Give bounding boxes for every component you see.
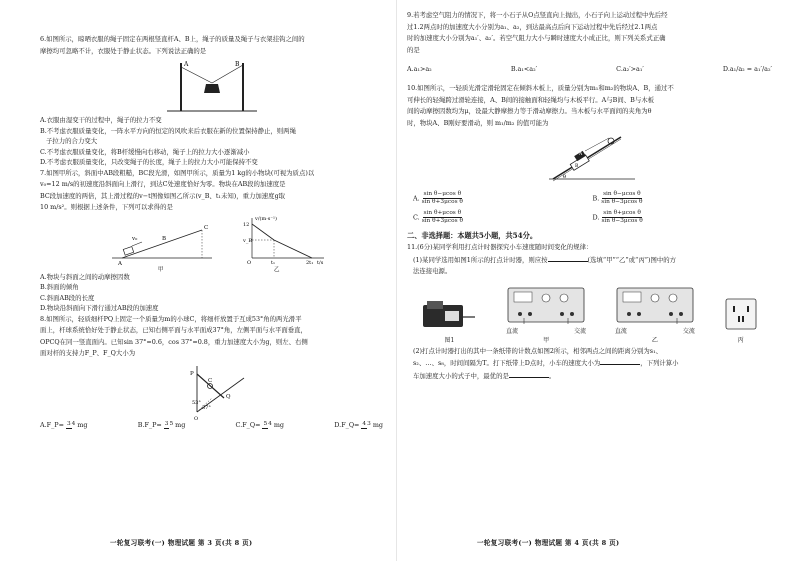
q8-fig-p: P — [189, 370, 194, 377]
q6-option-c[interactable]: C.不考虑衣服质量变化，将B杆缓慢向右移动，绳子上的拉力大小逐渐减小 — [40, 147, 250, 156]
q7-fig-a: A — [117, 260, 122, 267]
q6-options — [40, 115, 383, 168]
q11-part2-line-2: s₂、…、s₈，时间间隔为T。打下纸带上D点时，小车的速度大小为 ，下列计算小 — [413, 359, 679, 367]
q7-fig-t-axis: t/s — [316, 259, 323, 266]
q11-yi-labels — [615, 326, 695, 335]
q8-stem-line-3: OPCQ在同一竖直面内。已知sin 37°=0.6，cos 37°=0.8，重力加速度大小为g，则左、右侧 — [40, 337, 308, 346]
q9-stem-line-1: 9.若考虑空气阻力的情况下，将一小石子从O点竖直向上抛出，小石子向上运动过程中先后经 — [407, 11, 668, 19]
q7-stem-line-3: BC段加速度的两倍，其上滑过程的v−t图像如图乙所示(v_B、t₁未知)，重力加速度g取 — [40, 191, 286, 200]
q10-options — [413, 191, 772, 225]
q7-fig-o: O — [246, 259, 251, 266]
q8-option-a[interactable]: A.F_P= 34 mg — [40, 420, 88, 429]
q10-stem-line-3: 间的动摩擦因数均为μ，设最大静摩擦力等于滑动摩擦力。当木板与水平面间的夹角为θ — [407, 107, 652, 115]
q10-stem-line-4: 时，物块A、B刚好要滑动，则 m₁/m₂ 的值可能为 — [407, 118, 549, 127]
q10-option-c[interactable]: C. $\frac{\text{sin θ+μcos θ}}{\text{sin θ+3μcos θ}}$ — [413, 210, 463, 224]
q7-fig-2t1: 2t₁ — [305, 259, 313, 266]
q6-fig-label-a: A — [183, 61, 188, 68]
q10-fig-theta: θ — [562, 174, 566, 180]
q8-fig-37: 37° — [201, 404, 211, 411]
q9-option-b[interactable]: B.a₁<a₂′ — [510, 65, 538, 73]
q7-incline-figure — [112, 225, 212, 272]
page-3-footer: 一轮复习联考(一) 物理试题 第 3 页(共 8 页) — [110, 539, 253, 547]
q11-part1: (1)某同学选用如图1所示的打点计时器，则应按 (选填“甲”“乙”或“丙”)图中的方 — [413, 255, 677, 264]
q8-option-c[interactable]: C.F_Q= 54 mg — [235, 420, 285, 429]
q11-part1-cont: 法连接电源。 — [413, 267, 452, 275]
q7-fig-12: 12 — [242, 221, 249, 228]
q11-intro: 11.(6分)某同学利用打点计时器探究小车速度随时间变化的规律： — [407, 243, 593, 251]
q7-fig-vb: v_B — [242, 237, 252, 244]
q9-stem — [407, 10, 772, 56]
q6-stem — [40, 34, 383, 57]
q7-vt-graph — [242, 215, 324, 272]
q7-fig-yi: 乙 — [273, 266, 280, 272]
dc-label: 直流 — [614, 327, 627, 335]
q11-jia-label: 甲 — [543, 336, 550, 344]
q7-option-d[interactable]: D.物块沿斜面向下滑行通过AB段的加速度 — [40, 304, 159, 312]
q6-option-b[interactable]: B.不考虑衣服质量变化，一阵水平方向的恒定的风吹来后衣服在新的位置保持静止，则两绳 — [40, 126, 296, 135]
q7-fig-v0: v₀ — [131, 235, 137, 242]
page-4-footer: 一轮复习联考(一) 物理试题 第 4 页(共 8 页) — [477, 539, 620, 547]
q8-stem-line-1: 8.如图所示，轻质细杆PQ上固定一个质量为m的小球C，将细杆放置于互成53°角的两光滑平 — [40, 314, 302, 323]
q7-fig-v-axis: v/(m·s⁻¹) — [254, 215, 277, 222]
section-2-heading: 二、非选择题：本题共5小题，共54分。 — [407, 231, 538, 240]
q11-part2 — [407, 346, 772, 383]
q9-stem-line-2: 过1.2两点时的加速度大小分别为a₁、a₂，到达最高点后向下运动过程中先后经过2.1两点 — [407, 22, 658, 31]
q7-figures — [62, 214, 362, 272]
q7-stem-line-1: 7.如图甲所示，斜面中AB段粗糙，BC段光滑，如图甲所示，质量为1 kg的小物块(可视为质点)以 — [40, 168, 315, 177]
q9-options — [407, 64, 772, 75]
q8-option-d[interactable]: D.F_Q= 43 mg — [334, 420, 383, 429]
q8-options — [40, 420, 383, 431]
q10-fig-a: A — [578, 152, 582, 157]
q6-option-b-cont: 子拉力的合力变大 — [46, 137, 98, 145]
q10-option-d[interactable]: D. $\frac{\text{sin θ+μcos θ}}{\text{sin θ−3μcos θ}}$ — [592, 210, 643, 224]
q8-fig-q: Q — [225, 393, 231, 400]
q6-stem-line-2: 摩擦均可忽略不计，衣服处于静止状态。下列说法正确的是 — [40, 46, 207, 55]
power-supply-icon — [615, 284, 695, 324]
q11-devices — [407, 284, 772, 344]
q10-fig-b: B — [574, 164, 578, 169]
q8-fig-o: O — [193, 415, 198, 422]
q8-stem-line-2: 面上，杆球系统恰好处于静止状态，已知右侧平面与水平面成37°角，左侧平面与水平面垂直， — [40, 326, 307, 334]
q6-option-a[interactable]: A.衣服由湿变干的过程中，绳子的拉力不变 — [40, 116, 162, 124]
ac-label: 交流 — [682, 327, 695, 335]
q9-stem-line-4: 的是 — [407, 45, 420, 54]
q11-fig1-label: 图1 — [444, 336, 455, 344]
q8-stem — [40, 314, 383, 360]
q7-stem-line-4: 10 m/s²。则根据上述条件，下列可以求得的是 — [40, 203, 173, 211]
spark-timer-icon — [421, 297, 477, 333]
q10-stem-line-1: 10.如图所示，一轻质光滑定滑轮固定在倾斜木板上，质量分别为m₁和m₂的物块A、B，通过不 — [407, 84, 674, 92]
q11-part2-line-1: (2)打点计时器打出的其中一条纸带的计数点如图2所示，相邻两点之间的距离分别为s₁、 — [413, 346, 663, 355]
page-4 — [397, 0, 794, 561]
q6-clothesline-figure — [157, 57, 267, 115]
q7-option-c[interactable]: C.斜面AB段的长度 — [40, 293, 95, 302]
q8-stem-line-4: 面对杆的支持力F_P、F_Q大小为 — [40, 349, 136, 357]
power-supply-icon — [506, 284, 586, 324]
q7-options — [40, 272, 383, 314]
q9-option-c[interactable]: C.a₂′>a₁′ — [616, 65, 644, 73]
wall-outlet-icon — [724, 297, 758, 333]
q8-fig-c: C — [207, 377, 212, 384]
q7-fig-t1: t₁ — [270, 259, 275, 266]
q9-option-d[interactable]: D.a₁/a₂ = a₁′/a₂′ — [722, 65, 772, 73]
q7-option-a[interactable]: A.物块与斜面之间的动摩擦因数 — [40, 272, 130, 281]
q11-part2-blank-1[interactable] — [600, 357, 640, 365]
q8-option-b[interactable]: B.F_P= 35 mg — [137, 420, 186, 429]
q11-yi-label: 乙 — [651, 336, 658, 344]
q6-fig-label-b: B — [234, 61, 239, 68]
q7-fig-b: B — [161, 235, 166, 242]
q10-stem-line-2: 可伸长的轻绳跨过滑轮连接，A、B间的接触面和轻绳均与木板平行。A与B间、B与木板 — [407, 95, 654, 104]
q11-jia-labels — [506, 326, 586, 335]
q10-option-b[interactable]: B. $\frac{\text{sin θ−μcos θ}}{\text{sin θ−3μcos θ}}$ — [592, 191, 643, 205]
q8-fig-53: 53° — [191, 399, 201, 406]
q11-power-yi — [615, 284, 695, 344]
q11-fig1 — [421, 297, 477, 344]
q10-option-a[interactable]: A. $\frac{\text{sin θ−μcos θ}}{\text{sin θ+3μcos θ}}$ — [413, 191, 463, 205]
q7-fig-jia: 甲 — [157, 266, 164, 272]
ac-label: 交流 — [574, 327, 587, 335]
q7-fig-c: C — [203, 224, 208, 231]
q9-option-a[interactable]: A.a₁>a₂ — [407, 65, 432, 73]
q8-rod-figure — [152, 360, 272, 422]
q11-bing-label: 丙 — [737, 336, 744, 344]
q6-stem-line-1: 6.如图所示，晾晒衣服的绳子固定在两根竖直杆A、B上，绳子的质量及绳子与衣架挂钩之间的 — [40, 35, 305, 43]
q11-part2-line-3: 车加速度大小的式子中，最优的是 。 — [413, 371, 556, 380]
q11-power-jia — [506, 284, 586, 344]
q10-incline-figure — [535, 129, 645, 185]
q7-option-b[interactable]: B.斜面的倾角 — [40, 283, 79, 291]
dc-label: 直流 — [506, 327, 519, 335]
q11-part1-blank[interactable] — [548, 254, 588, 262]
q6-option-d[interactable]: D.不考虑衣服质量变化，只改变绳子的长度，绳子上的拉力大小可能保持不变 — [40, 158, 258, 166]
q10-stem — [407, 83, 772, 129]
q7-stem — [40, 168, 383, 214]
q11 — [407, 242, 772, 278]
q11-outlet-bing — [724, 297, 758, 344]
q7-stem-line-2: v₀=12 m/s的初速度沿斜面向上滑行，到达C处速度恰好为零。物块在AB段的加速度是 — [40, 180, 286, 188]
q9-stem-line-3: 时的加速度大小分别为a₁′、a₂′。若空气阻力大小与瞬时速度大小成正比，则下列关系式正确 — [407, 34, 666, 42]
q11-part2-blank-2[interactable] — [509, 370, 549, 378]
